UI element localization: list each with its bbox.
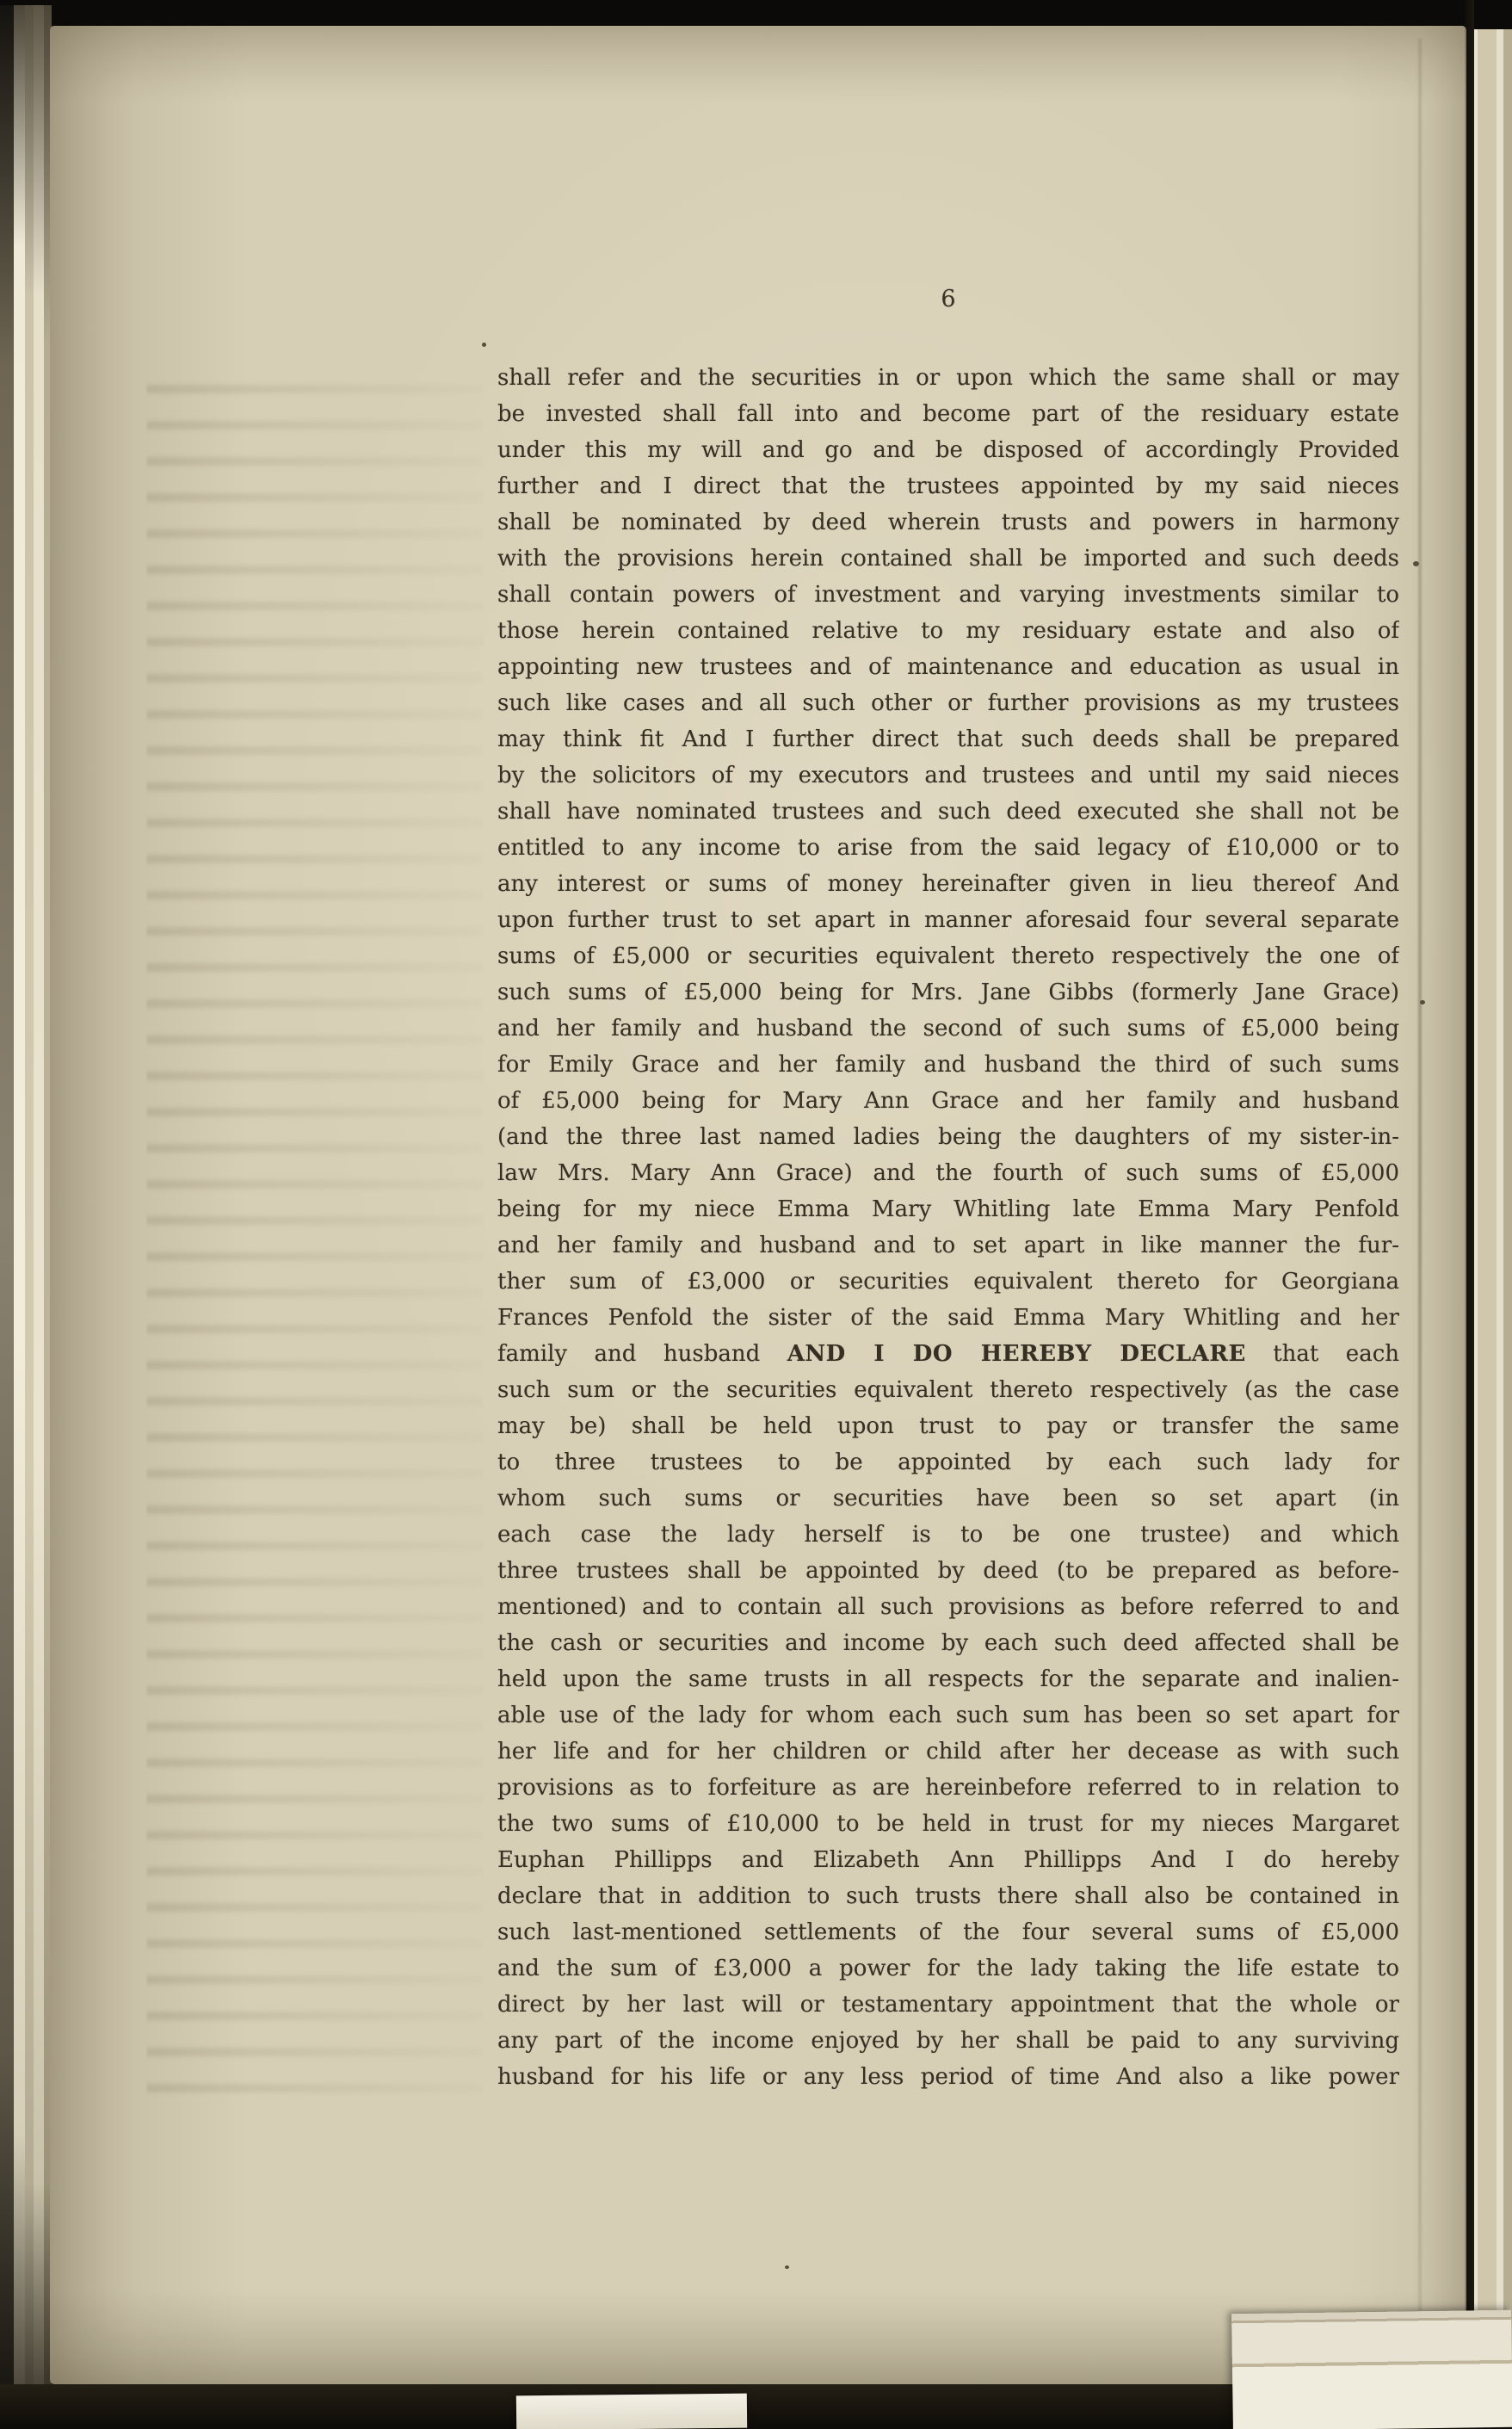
show-through-text xyxy=(146,362,484,2117)
text-line: (and the three last named ladies being the daughters of my sister-in- xyxy=(497,1124,1399,1150)
text-line: declare that in addition to such trusts there shall also be contained in xyxy=(497,1883,1399,1909)
dust-speck xyxy=(785,2265,789,2269)
text-line: her life and for her children or child after her decease as with such xyxy=(497,1739,1399,1765)
dust-speck xyxy=(1413,561,1419,566)
text-line: Euphan Phillipps and Elizabeth Ann Phillipps And I do hereby xyxy=(497,1847,1399,1873)
page-gap-shadow xyxy=(1465,0,1474,2429)
page-edge-strip xyxy=(14,5,25,2424)
right-page-edge xyxy=(1474,29,1512,2429)
binding-edge-strip xyxy=(0,5,14,2424)
text-line: to three trustees to be appointed by each such lady for xyxy=(497,1449,1399,1475)
text-line: able use of the lady for whom each such sum has been so set apart for xyxy=(497,1703,1399,1728)
page-number: 6 xyxy=(941,286,956,312)
text-line: those herein contained relative to my residuary estate and also of xyxy=(497,618,1399,644)
text-line: three trustees shall be appointed by deed (to be prepared as before- xyxy=(497,1558,1399,1584)
text-line: may be) shall be held upon trust to pay or transfer the same xyxy=(497,1413,1399,1439)
text-line: husband for his life or any less period of time And also a like power xyxy=(497,2064,1399,2090)
text-line: ther sum of £3,000 or securities equivalent thereto for Georgiana xyxy=(497,1269,1399,1295)
text-line: such like cases and all such other or further provisions as my trustees xyxy=(497,690,1399,716)
text-line: be invested shall fall into and become part of the residuary estate xyxy=(497,401,1399,427)
text-line: whom such sums or securities have been so set apart (in xyxy=(497,1486,1399,1511)
text-line: entitled to any income to arise from the said legacy of £10,000 or to xyxy=(497,835,1399,861)
text-line: each case the lady herself is to be one trustee) and which xyxy=(497,1522,1399,1548)
text-line: sums of £5,000 or securities equivalent thereto respectively the one of xyxy=(497,943,1399,969)
text-line: Frances Penfold the sister of the said Emma Mary Whitling and her xyxy=(497,1305,1399,1331)
text-line: mentioned) and to contain all such provisions as before referred to and xyxy=(497,1594,1399,1620)
text-line: under this my will and go and be disposed of accordingly Provided xyxy=(497,437,1399,463)
text-line: and her family and husband and to set apart in like manner the fur- xyxy=(497,1233,1399,1258)
text-line: any part of the income enjoyed by her shall be paid to any surviving xyxy=(497,2028,1399,2054)
text-line: for Emily Grace and her family and husband the third of such sums xyxy=(497,1052,1399,1078)
bottom-right-paper-stack xyxy=(1231,2310,1512,2429)
text-line: being for my niece Emma Mary Whitling late Emma Mary Penfold xyxy=(497,1196,1399,1222)
text-line: upon further trust to set apart in manner aforesaid four several separate xyxy=(497,907,1399,933)
text-line: shall contain powers of investment and varying investments similar to xyxy=(497,582,1399,608)
text-line: may think fit And I further direct that such deeds shall be prepared xyxy=(497,726,1399,752)
text-line: direct by her last will or testamentary appointment that the whole or xyxy=(497,1992,1399,2018)
text-line: shall be nominated by deed wherein trusts and powers in harmony xyxy=(497,510,1399,535)
text-line: further and I direct that the trustees appointed by my said nieces xyxy=(497,473,1399,499)
text-line: the cash or securities and income by each such deed affected shall be xyxy=(497,1630,1399,1656)
page-crease xyxy=(1418,39,1422,2371)
text-line: law Mrs. Mary Ann Grace) and the fourth of such sums of £5,000 xyxy=(497,1160,1399,1186)
text-line: appointing new trustees and of maintenance and education as usual in xyxy=(497,654,1399,680)
text-line: of £5,000 being for Mary Ann Grace and her family and husband xyxy=(497,1088,1399,1114)
text-line: the two sums of £10,000 to be held in trust for my nieces Margaret xyxy=(497,1811,1399,1837)
text-line: with the provisions herein contained shall be imported and such deeds xyxy=(497,546,1399,572)
text-line: shall have nominated trustees and such deed executed she shall not be xyxy=(497,799,1399,825)
text-line: family and husband AND I DO HEREBY DECLARE that each xyxy=(497,1341,1399,1367)
text-block xyxy=(497,360,1399,2095)
text-line: and the sum of £3,000 a power for the lady taking the life estate to xyxy=(497,1956,1399,1981)
text-line: any interest or sums of money hereinafter given in lieu thereof And xyxy=(497,871,1399,897)
text-line: such last-mentioned settlements of the four several sums of £5,000 xyxy=(497,1919,1399,1945)
bottom-paper-tab xyxy=(516,2394,747,2429)
text-line: provisions as to forfeiture as are hereinbefore referred to in relation to xyxy=(497,1775,1399,1801)
text-line: held upon the same trusts in all respects for the separate and inalien- xyxy=(497,1666,1399,1692)
text-line: such sums of £5,000 being for Mrs. Jane Gibbs (formerly Jane Grace) xyxy=(497,980,1399,1005)
text-line: such sum or the securities equivalent thereto respectively (as the case xyxy=(497,1377,1399,1403)
page-edge-strip xyxy=(25,5,34,2424)
page-edge-strip xyxy=(34,5,44,2424)
text-line: shall refer and the securities in or upon which the same shall or may xyxy=(497,365,1399,391)
text-line: and her family and husband the second of such sums of £5,000 being xyxy=(497,1016,1399,1041)
dust-speck xyxy=(1420,1000,1425,1004)
dust-speck xyxy=(482,343,486,347)
text-line: by the solicitors of my executors and trustees and until my said nieces xyxy=(497,763,1399,788)
